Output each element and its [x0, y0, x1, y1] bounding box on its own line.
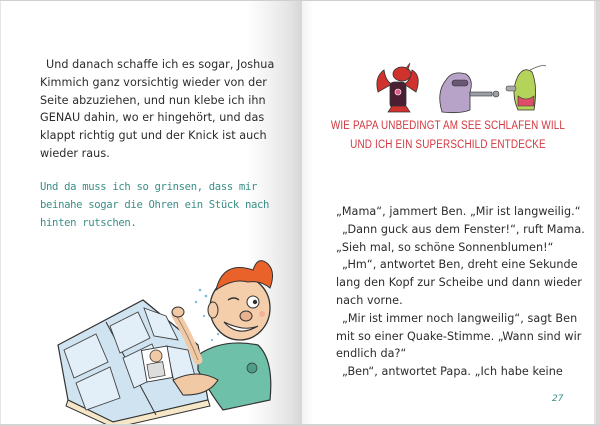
dragon-icon	[377, 63, 418, 112]
text-line: mit so einer Quake-Stimme. „Wann sind wir	[336, 329, 582, 343]
hand-line: hinten rutschen.	[40, 217, 137, 229]
boy-album-illustration	[48, 250, 280, 424]
ghost-monster-icon	[440, 73, 499, 113]
page-number: 27	[552, 394, 564, 404]
text-line: „Sieh mal, so schöne Sonnenblumen!“	[336, 240, 554, 254]
text-line: Kimmich ganz vorsichtig wieder von der	[40, 75, 267, 89]
lizard-monster-icon	[506, 66, 546, 111]
text-line: „Hm“, antwortet Ben, dreht eine Sekunde	[342, 258, 578, 272]
chapter-title	[322, 117, 573, 155]
text-line: GENAU dahin, wo er hingehört, und das	[40, 111, 265, 125]
sticker-album-icon	[58, 300, 210, 424]
text-line: nach vorne.	[336, 293, 403, 307]
text-line: „Mir ist immer noch langweilig“, sagt Ben	[342, 311, 578, 325]
text-line: „Mama“, jammert Ben. „Mir ist langweilig.“	[336, 205, 581, 218]
text-line: endlich da?“	[336, 347, 407, 361]
left-paragraph	[40, 56, 290, 163]
text-line: lang den Kopf zur Scheibe und dann wieder	[336, 276, 582, 290]
text-line: „Ben“, antwortet Papa. „Ich habe keine	[342, 365, 563, 379]
text-line: klappt richtig gut und der Knick ist auch	[40, 129, 267, 143]
chapter-title-line: UND ICH EIN SUPERSCHILD ENTDECKE	[350, 139, 546, 151]
text-line: Und danach schaffe ich es sogar, Joshua	[46, 58, 275, 71]
right-paragraphs	[336, 203, 586, 381]
text-line: wieder raus.	[40, 146, 110, 160]
hand-line: Und da muss ich so grinsen, dass mir	[40, 181, 258, 193]
chapter-title-line: WIE PAPA UNBEDINGT AM SEE SCHLAFEN WILL	[330, 120, 566, 132]
hand-line: beinahe sogar die Ohren ein Stück nach	[40, 199, 270, 211]
handwritten-paragraph	[40, 178, 290, 232]
text-line: „Dann guck aus dem Fenster!“, ruft Mama.	[342, 222, 585, 236]
boy-character-icon	[172, 261, 273, 410]
monsters-illustration	[370, 62, 560, 117]
text-line: Seite abzuziehen, und nun klebe ich ihn	[40, 93, 266, 107]
